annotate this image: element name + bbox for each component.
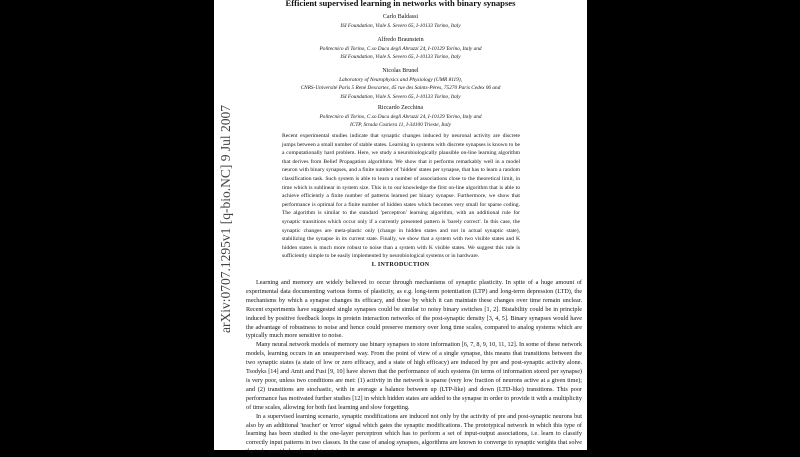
author-name: Nicolas Brunel	[382, 68, 419, 74]
intro-paragraph: Many neural network models of memory use binary synapses to store information [6, 7, 8, 9, 10, 11, 12]. In some of these network models, learning occurs in an unsupervised way. From the point of view of a single synapse, this means that transitions between the two synaptic states (a state of low or zero efficacy, and a state of high efficacy) are induced by pre and post-synaptic activity alone. Tsodyks [14] and Amit and Fusi [9, 10] have shown that the performance of such systems (in terms of information stored per synapse) is very poor, unless two conditions are met: (1) activity in the network is sparse (very low fraction of neurons active at a given time); and (2) transitions are stochastic, with in average a balance between up (LTP-like) and down (LTD-like) transitions. This poor performance has motivated further studies [12] in which hidden states are added to the synapse in order to provide it with a multiplicity of time scales, allowing for both fast learning and slow forgetting.	[246, 341, 582, 411]
intro-paragraph: In a supervised learning scenario, synaptic modifications are induced not only by the activity of pre and post-synaptic neurons but also by an additional 'teacher' or 'error' signal which gates the synaptic modifications. The prototypical network in which this type of learning has been studied is the one-layer perceptron which has to perform a set of input-output associations, i.e. learn to classify correctly input patterns in two classes. In the case of analog synapses, algorithms are known to converge to synaptic weights that solve the task, provided such weights exist	[246, 412, 582, 456]
abstract: Recent experimental studies indicate that synaptic changes induced by neuronal activity are discrete jumps between a small number of stable states. Learning in systems with discrete synapses is known to be a computationally hard problem. Here, we study a neurobiologically plausible on-line learning algorithm that derives from Belief Propagation algorithms. We show that it performs remarkably well in a model neuron with binary synapses, and a finite number of 'hidden' states per synapse, that has to learn a random classification task. Such system is able to learn a number of associations close to the theoretical limit, in time which is sublinear in system size. This is to our knowledge the first on-line algorithm that is able to achieve efficiently a finite number of patterns learned per binary synapse. Furthermore, we show that performance is optimal for a finite number of hidden states which becomes very small for sparse coding. The algorithm is similar to the standard 'perceptron' learning algorithm, with an additional rule for synaptic transitions which occur only if a currently presented pattern is 'barely correct'. In this case, the synaptic changes are meta-plastic only (change in hidden states and not in actual synaptic state), stabilizing the synapse in its current state. Finally, we show that a system with two visible states and K hidden states is much more robust to noise than a system with K visible states. We suggest this rule is sufficiently simple to be easily implemented by neurobiological systems or in hardware.	[282, 133, 520, 260]
author-affiliation: ISI Foundation, Viale S. Severo 65, I-10133 Torino, Italy	[340, 54, 461, 60]
author-block	[214, 104, 587, 130]
intro-paragraph: Learning and memory are widely believed to occur through mechanisms of synaptic plasticity. In spite of a huge amount of experimental data documenting various forms of plasticity, as e.g. long-term potentiation (LTP) and long-term depression (LTD), the mechanisms by which a synapse changes its efficacy, and those by which it can maintain these changes over time remain unclear. Recent experiments have suggested single synapses could be similar to noisy binary switches [1, 2]. Bistability could be in principle induced by positive feedback loops in protein interaction networks of the post-synaptic density [3, 4, 5]. Binary synapses would have the advantage of robustness to noise and hence could preserve memory over long time scales, compared to analog systems which are typically much more sensitive to noise.	[246, 279, 582, 340]
author-affiliation: ICTP, Strada Costiera 11, I-34100 Trieste, Italy	[350, 122, 451, 128]
author-affiliation: ISI Foundation, Viale S. Severo 65, I-10133 Torino, Italy	[340, 22, 461, 29]
author-name: Alfredo Braunstein	[377, 37, 424, 43]
author-affiliation: CNRS-Université Paris 5 René Descartes, 45 rue des Saints-Pères, 75270 Paris Cedex 06 and	[300, 85, 501, 91]
author-name: Riccardo Zecchina	[377, 105, 424, 111]
author-affiliation: ISI Foundation, Viale S. Severo 65, I-10133 Torino, Italy	[340, 93, 461, 100]
author-block	[214, 36, 587, 62]
author-block	[214, 67, 587, 101]
author-affiliation: Laboratory of Neurophysics and Physiology (UMR 8119),	[339, 76, 462, 83]
author-name: Carlo Baldassi	[382, 14, 419, 20]
author-block	[214, 13, 587, 30]
arxiv-stamp: arXiv:0707.1295v1 [q-bio.NC] 9 Jul 2007	[218, 105, 233, 333]
author-affiliation: Politecnico di Torino, C.so Duca degli Abruzzi 24, I-10129 Torino, Italy and	[319, 113, 482, 120]
paper-title: Efficient supervised learning in networks with binary synapses	[285, 0, 516, 8]
intro-body	[246, 279, 582, 457]
section-heading: I. INTRODUCTION	[371, 262, 430, 268]
author-affiliation: Politecnico di Torino, C.so Duca degli Abruzzi 24, I-10129 Torino, Italy and	[319, 45, 482, 52]
paper-page	[214, 0, 587, 456]
